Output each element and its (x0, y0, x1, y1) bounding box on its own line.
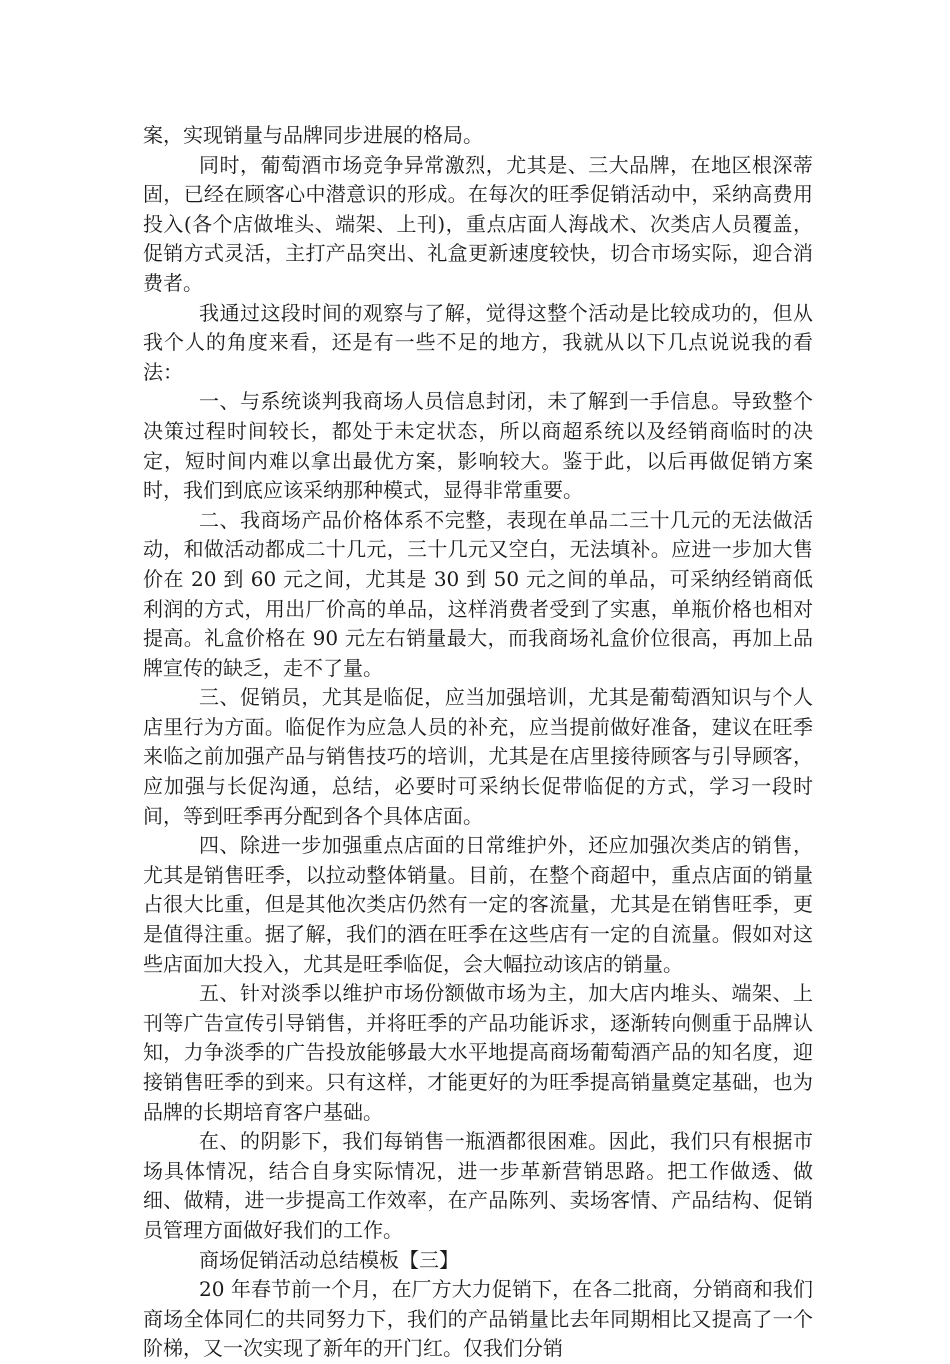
section-heading: 商场促销活动总结模板【三】 (199, 1247, 459, 1272)
paragraph-conclusion: 在、的阴影下，我们每销售一瓶酒都很困难。因此，我们只有根据市场具体情况，结合自身实际情况，进一步革新营销思路。把工作做透、做细、做精，进一步提高工作效率，在产品陈列、卖场客情、产品结构、促销员管理方面做好我们的工作。 (143, 1129, 813, 1242)
paragraph-point-two: 二、我商场产品价格体系不完整，表现在单品二三十几元的无法做活动，和做活动都成二十几元，三十几元又空白，无法填补。应进一步加大售价在 20 到 60 元之间，尤其是 30 到 50 元之间的单品，可采纳经销商低利润的方式，用出厂价高的单品，这样消费者受到了实惠，单瓶价格也相对提高。礼盒价格在 90 元左右销量最大，而我商场礼盒价位很高，再加上品牌宣传的缺乏，走不了量。 (143, 507, 813, 680)
paragraph-point-three: 三、促销员，尤其是临促，应当加强培训，尤其是葡萄酒知识与个人店里行为方面。临促作为应急人员的补充，应当提前做好准备，建议在旺季来临之前加强产品与销售技巧的培训，尤其是在店里接待顾客与引导顾客，应加强与长促沟通，总结，必要时可采纳长促带临促的方式，学习一段时间，等到旺季再分配到各个具体店面。 (143, 685, 813, 828)
paragraph-observation: 我通过这段时间的观察与了解，觉得这整个活动是比较成功的，但从我个人的角度来看，还是有一些不足的地方，我就从以下几点说说我的看法： (143, 300, 813, 384)
paragraph-spring-festival: 20 年春节前一个月，在厂方大力促销下，在各二批商，分销商和我们商场全体同仁的共同努力下，我们的产品销量比去年同期相比又提高了一个阶梯，又一次实现了新年的开门红。仅我们分销 (143, 1277, 813, 1361)
paragraph-competition: 同时，葡萄酒市场竞争异常激烈，尤其是、三大品牌，在地区根深蒂固，已经在顾客心中潜意识的形成。在每次的旺季促销活动中，采纳高费用投入(各个店做堆头、端架、上刊)，重点店面人海战术、次类店人员覆盖，促销方式灵活，主打产品突出、礼盒更新速度较快，切合市场实际，迎合消费者。 (143, 152, 813, 295)
paragraph-point-five: 五、针对淡季以维护市场份额做市场为主，加大店内堆头、端架、上刊等广告宣传引导销售，并将旺季的产品功能诉求，逐渐转向侧重于品牌认知，力争淡季的广告投放能够最大水平地提高商场葡萄酒产品的知名度，迎接销售旺季的到来。只有这样，才能更好的为旺季提高销量奠定基础，也为品牌的长期培育客户基础。 (143, 981, 813, 1124)
document-body (143, 121, 813, 1364)
paragraph-point-one: 一、与系统谈判我商场人员信息封闭，未了解到一手信息。导致整个决策过程时间较长，都处于未定状态，所以商超系统以及经销商临时的决定，短时间内难以拿出最优方案，影响较大。鉴于此，以后再做促销方案时，我们到底应该采纳那种模式，显得非常重要。 (143, 389, 813, 503)
paragraph-continuation: 案，实现销量与品牌同步进展的格局。 (143, 123, 483, 147)
paragraph-point-four: 四、除进一步加强重点店面的日常维护外，还应加强次类店的销售，尤其是销售旺季，以拉动整体销量。目前，在整个商超中，重点店面的销量占很大比重，但是其他次类店仍然有一定的客流量，尤其是在销售旺季，更是值得注重。据了解，我们的酒在旺季在这些店有一定的自流量。假如对这些店面加大投入，尤其是旺季临促，会大幅拉动该店的销量。 (143, 833, 813, 976)
